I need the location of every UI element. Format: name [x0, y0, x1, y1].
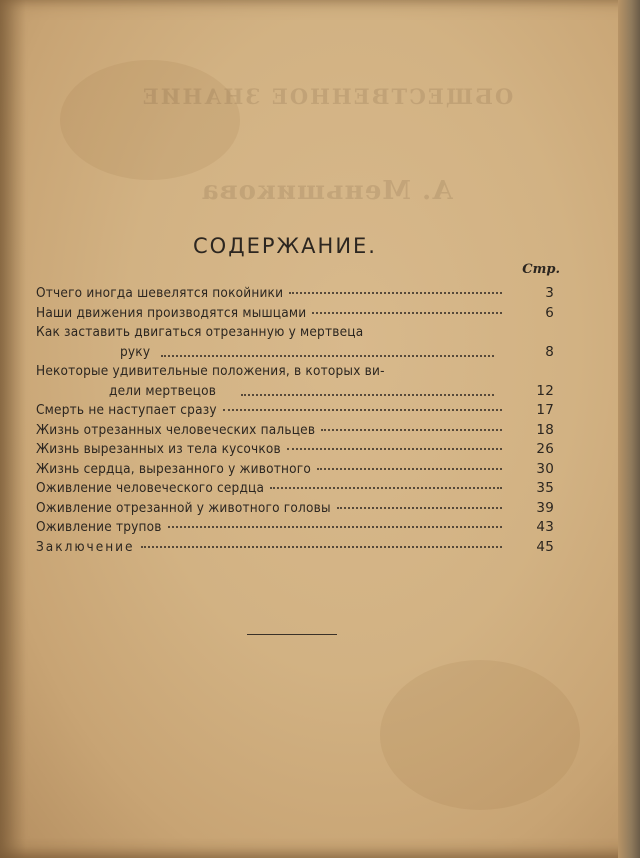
dot-leader	[312, 311, 502, 314]
dot-leader	[141, 545, 502, 548]
toc-entry-title-line: Как заставить двигаться отрезанную у мертвеца	[36, 324, 364, 340]
toc-entry-page: 26	[536, 441, 554, 457]
dot-leader	[321, 428, 502, 431]
toc-entry-page: 3	[545, 285, 554, 301]
toc-entry-title-line: дели мертвецов	[109, 382, 217, 399]
toc-entry-title: Оживление отрезанной у животного головы	[36, 499, 331, 516]
dot-leader	[168, 525, 502, 528]
toc-entry	[36, 304, 554, 324]
bleed-through-text	[92, 84, 562, 224]
paper-stain	[380, 660, 580, 810]
toc-entry	[36, 440, 554, 460]
dot-leader	[289, 291, 502, 294]
toc-entry-page: 6	[545, 304, 554, 321]
bleed-through-line: ОБЩЕСТВЕННОЕ ЗНАНИЕ	[140, 84, 514, 109]
toc-entry	[36, 421, 554, 441]
toc-entry-page: 17	[536, 402, 554, 418]
page-column-header: Стр.	[522, 262, 560, 277]
toc-entry-page: 30	[536, 460, 554, 477]
toc-entry-title: Жизнь отрезанных человеческих пальцев	[36, 421, 316, 438]
toc-entry-title: Заключение	[36, 538, 135, 555]
toc-entry-page: 12	[536, 382, 554, 399]
dot-leader	[317, 467, 502, 470]
toc-entry-title: Оживление трупов	[36, 519, 162, 535]
bleed-through-line: А. Меньшикова	[200, 176, 454, 206]
dot-leader	[223, 408, 502, 411]
dot-leader	[241, 393, 494, 396]
dot-leader	[337, 506, 502, 509]
toc-entry-title-line: Некоторые удивительные положения, в которых ви-	[36, 363, 385, 379]
toc-entry	[36, 538, 554, 558]
toc-entry	[36, 499, 554, 519]
table-of-contents	[36, 284, 554, 557]
toc-entry-title-line: руку	[120, 343, 151, 360]
toc-entry-title: Наши движения производятся мышцами	[36, 304, 307, 321]
toc-entry-page: 35	[536, 480, 554, 496]
toc-entry	[36, 323, 554, 362]
page-edge	[618, 0, 640, 858]
toc-entry-page: 45	[536, 538, 554, 555]
toc-entry-title: Жизнь сердца, вырезанного у животного	[36, 460, 312, 477]
dot-leader	[287, 447, 502, 450]
toc-entry	[36, 460, 554, 480]
toc-entry	[36, 362, 554, 401]
toc-entry-page: 39	[536, 499, 554, 516]
divider-rule	[247, 634, 337, 635]
page-title: СОДЕРЖАНИЕ.	[193, 234, 377, 258]
toc-entry-page: 18	[536, 421, 554, 438]
paper-stain	[60, 60, 240, 180]
toc-entry-title: Смерть не наступает сразу	[36, 402, 217, 418]
toc-entry	[36, 284, 554, 304]
toc-entry	[36, 479, 554, 499]
toc-entry-title: Отчего иногда шевелятся покойники	[36, 285, 284, 301]
toc-entry	[36, 401, 554, 421]
dot-leader	[161, 354, 494, 357]
toc-entry-title: Оживление человеческого сердца	[36, 480, 265, 496]
toc-entry-page: 8	[545, 343, 554, 360]
toc-entry	[36, 518, 554, 538]
dot-leader	[270, 486, 502, 489]
toc-entry-title: Жизнь вырезанных из тела кусочков	[36, 441, 281, 457]
toc-entry-page: 43	[536, 519, 554, 535]
